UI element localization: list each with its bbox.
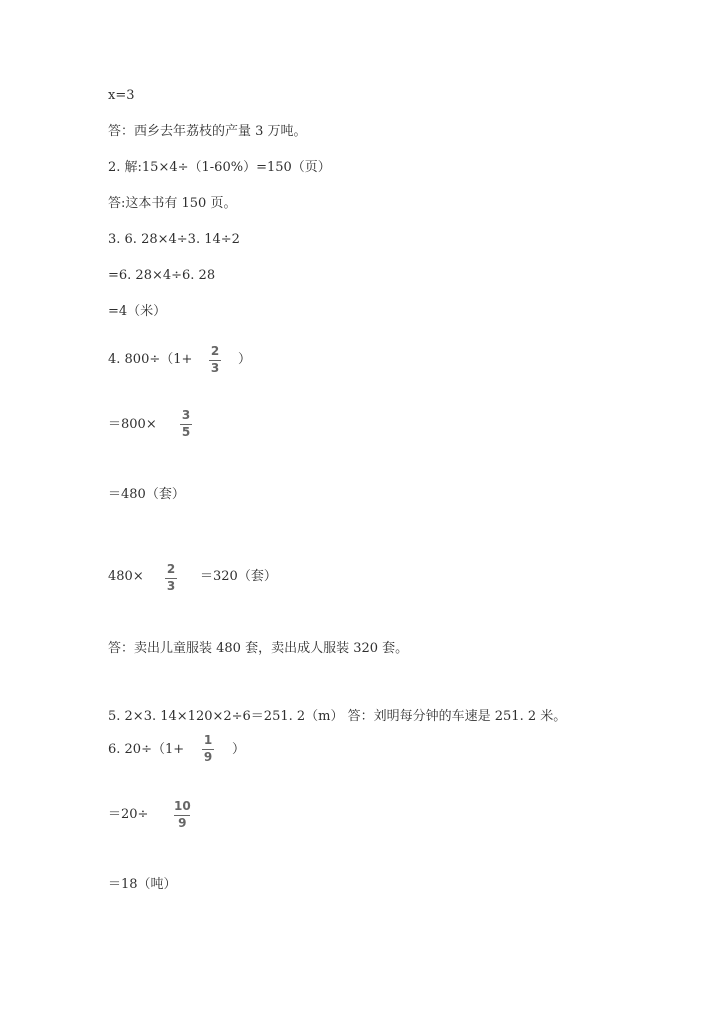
problem-5-solution: 5. 2×3. 14×120×2÷6＝251. 2（m） 答：刘明每分钟的车速是 251. 2 米。 xyxy=(108,709,567,724)
problem-4-step-3: ＝480（套） xyxy=(108,487,185,502)
fraction-one-ninth xyxy=(202,734,214,764)
problem-2-solution: 2. 解:15×4÷（1-60%）=150（页） xyxy=(108,160,331,175)
fraction-denominator: 3 xyxy=(210,361,220,375)
fraction-two-thirds-b xyxy=(165,563,177,593)
problem-3-result: =4（米） xyxy=(108,304,167,319)
problem-3-step-1: 3. 6. 28×4÷3. 14÷2 xyxy=(108,232,240,247)
answer-text-2: 答:这本书有 150 页。 xyxy=(108,196,237,211)
problem-6-step-2: ＝20÷ xyxy=(108,807,149,822)
fraction-numerator: 2 xyxy=(210,344,220,358)
fraction-numerator: 2 xyxy=(166,562,176,576)
fraction-denominator: 3 xyxy=(166,579,176,593)
problem-4-expression: 4. 800÷（1+ xyxy=(108,352,193,367)
fraction-three-fifths xyxy=(180,409,192,439)
fraction-denominator: 9 xyxy=(178,816,187,830)
fraction-two-thirds xyxy=(209,345,221,375)
problem-4-step-2: ＝800× xyxy=(108,417,157,432)
problem-6-result: ＝18（吨） xyxy=(108,877,177,892)
answer-text-4: 答：卖出儿童服装 480 套，卖出成人服装 320 套。 xyxy=(108,641,409,656)
answer-text-1: 答：西乡去年荔枝的产量 3 万吨。 xyxy=(108,124,307,139)
problem-4-step-4-result: ＝320（套） xyxy=(200,569,277,584)
problem-4-step-4: 480× xyxy=(108,569,144,584)
fraction-numerator: 3 xyxy=(181,408,191,422)
problem-6-expression: 6. 20÷（1+ xyxy=(108,742,185,757)
problem-3-step-2: =6. 28×4÷6. 28 xyxy=(108,268,216,283)
closing-paren: ） xyxy=(232,742,246,757)
fraction-numerator: 1 xyxy=(203,733,213,747)
fraction-numerator: 10 xyxy=(174,799,191,813)
fraction-denominator: 5 xyxy=(181,425,191,439)
closing-paren: ） xyxy=(238,352,252,367)
answer-line-x: x=3 xyxy=(108,88,135,103)
fraction-ten-ninths xyxy=(174,800,191,830)
fraction-denominator: 9 xyxy=(203,750,213,764)
